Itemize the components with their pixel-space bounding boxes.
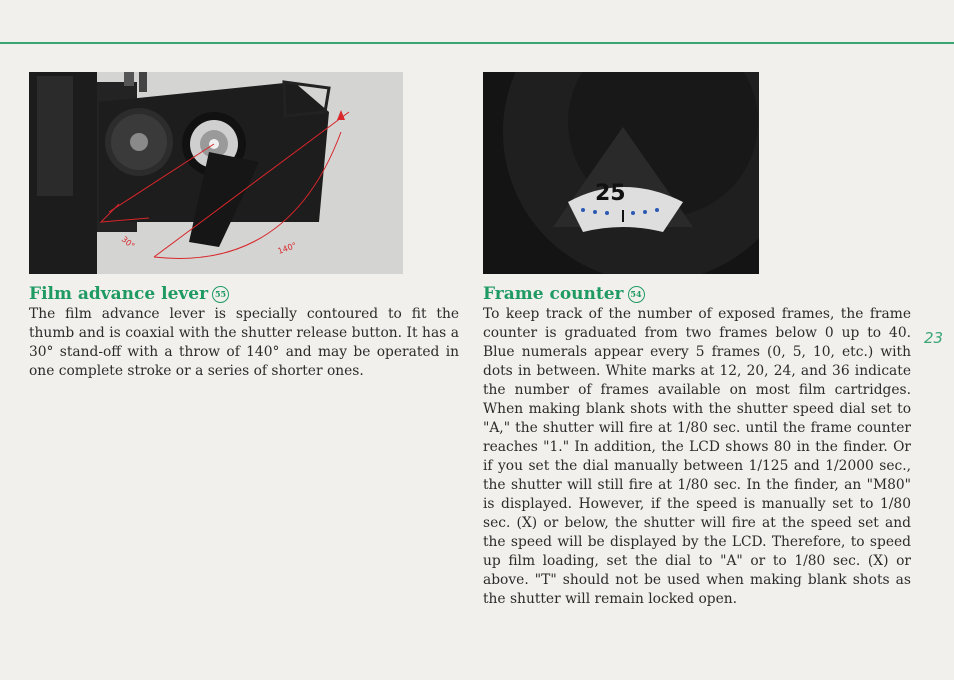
reference-number-badge: 54 [628, 286, 645, 303]
film-advance-lever-photo [29, 72, 403, 274]
film-advance-lever-heading [29, 284, 229, 304]
page-number: 23 [924, 329, 944, 347]
frame-counter-photo [483, 72, 759, 274]
angle-label-30: 30° [119, 234, 137, 251]
film-advance-lever-paragraph: The film advance lever is specially contoured to fit the thumb and is coaxial with the shutter release button. It has a 30° stand-off with a throw of 140° and may be operated in one complete stroke or a series of shorter ones. [29, 306, 459, 379]
top-rule [0, 42, 954, 44]
heading-text: Film advance lever [29, 284, 209, 304]
reference-number-badge: 55 [212, 286, 229, 303]
counter-number: 25 [595, 181, 626, 206]
frame-counter-heading [483, 284, 645, 304]
heading-text: Frame counter [483, 284, 624, 304]
frame-counter-paragraph: To keep track of the number of exposed frames, the frame counter is graduated from two frames below 0 up to 40. Blue numerals appear every 5 frames (0, 5, 10, etc.) with dots in between. White marks at 12, 20, 24, and 36 indicate the number of frames available on most film cartridges. When making blank shots with the shutter speed dial set to "A," the shutter will fire at 1/80 sec. until the frame counter reaches "1." In addition, the LCD shows 80 in the finder. Or if you set the dial manually between 1/125 and 1/2000 sec., the shutter will still fire at 1/80 sec. In the finder, an "M80" is displayed. However, if the speed is manually set to 1/80 sec. (X) or below, the shutter will fire at the speed set and the speed will be displayed by the LCD. Therefore, to speed up film loading, set the dial to "A" or to 1/80 sec. (X) or above. "T" should not be used when making blank shots as the shutter will remain locked open. [483, 306, 911, 607]
angle-label-140: 140° [276, 240, 298, 256]
